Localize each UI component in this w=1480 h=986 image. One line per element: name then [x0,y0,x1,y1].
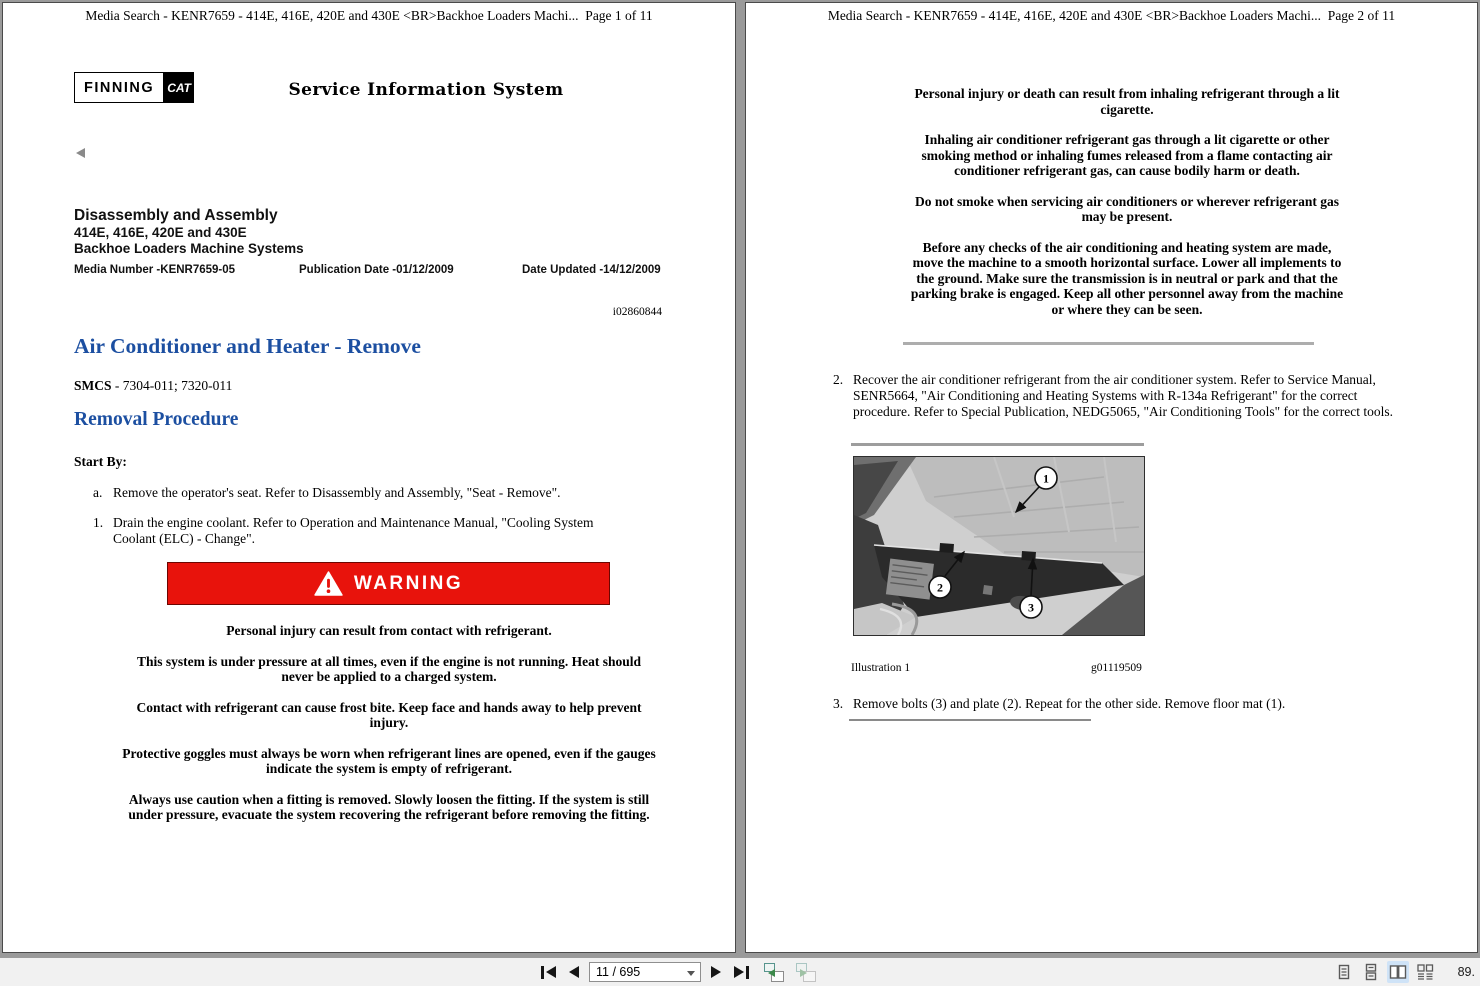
page-navigation [538,958,816,986]
section-title: Air Conditioner and Heater - Remove [74,334,421,358]
illustration-caption [851,662,1251,677]
last-page-icon [734,966,744,978]
zoom-level[interactable]: 89. [1457,965,1475,979]
illustration-label: Illustration 1 [851,662,911,674]
finning-logo-text: FINNING [74,72,164,103]
start-by-label: Start By: [74,454,127,469]
continuous-scroll-icon [1362,963,1380,981]
print-header: Media Search - KENR7659 - 414E, 416E, 420E and 430E <BR>Backhoe Loaders Machi... Page 1 of 11 [85,8,653,23]
page-layout-controls [1333,958,1436,986]
single-page-icon [1335,963,1353,981]
step-2-text: Recover the air conditioner refrigerant from the air conditioner system. Refer to Service Manual, SENR5664, "Air Conditioning and Heating Systems with R-134a Refrigerant" for the correct procedure. Refer to Special Publication, NEDG5065, "Air Conditioning Tools" for the correct tools. [853,372,1393,419]
masthead-title: Service Information System [288,80,564,100]
step-1-text: Drain the engine coolant. Refer to Operation and Maintenance Manual, "Cooling System Coolant (ELC) - Change". [113,515,594,546]
warning-paragraph: Before any checks of the air conditioning and heating system are made, move the machine to a smooth horizontal surface. Lower all implements to the ground. Make sure the transmission is in neutral or park and that the parking brake is engaged. Keep all other personnel away from the machine or where they can be seen. [910,239,1344,317]
chevron-down-icon[interactable] [687,971,695,976]
graphic-id: g01119509 [1091,662,1142,674]
warning-paragraph: Personal injury or death can result from inhaling refrigerant through a lit cigarette. [914,86,1340,117]
collapse-arrow-icon [76,148,85,158]
svg-text:1: 1 [1043,471,1049,486]
pdf-viewer-toolbar [0,957,1480,986]
step-3: 3. Remove bolts (3) and plate (2). Repeat for the other side. Remove floor mat (1). [833,696,1286,711]
warning-paragraph: Always use caution when a fitting is removed. Slowly loosen the fitting. If the system is still under pressure, evacuate the system recovering the refrigerant before removing the fitting. [128,791,650,822]
warning-paragraph: Personal injury can result from contact with refrigerant. [226,623,552,638]
warning-paragraph: Do not smoke when servicing air conditioners or wherever refrigerant gas may be present. [915,193,1339,224]
finning-cat-logo [74,72,194,103]
page-number-input[interactable] [589,962,701,982]
cat-logo: CAT [164,72,194,103]
callout-1 [1035,467,1057,489]
horizontal-rule [903,342,1314,345]
previous-page-button[interactable] [566,963,582,981]
two-page-view-button[interactable] [1387,961,1409,983]
document-page-2 [745,2,1478,953]
previous-page-icon [569,966,579,978]
two-page-icon [1389,963,1407,981]
title-block [74,206,674,278]
first-page-button[interactable] [538,963,559,982]
print-header: Media Search - KENR7659 - 414E, 416E, 420E and 430E <BR>Backhoe Loaders Machi... Page 2 of 11 [827,8,1396,23]
svg-text:3: 3 [1028,600,1034,615]
warning-paragraph: Protective goggles must always be worn when refrigerant lines are opened, even if the gauges indicate the system is empty of refrigerant. [122,745,656,776]
warning-paragraph: Contact with refrigerant can cause frost bite. Keep face and hands away to help prevent injury. [136,699,642,730]
warning-text-block [907,86,1347,332]
horizontal-rule [851,443,1144,446]
callout-3 [1020,596,1042,618]
next-page-button[interactable] [708,963,724,981]
systems-title: Backhoe Loaders Machine Systems [74,241,304,256]
previous-view-icon [768,969,775,977]
step-a: a. Remove the operator's seat. Refer to Disassembly and Assembly, "Seat - Remove". [93,485,561,500]
smcs-label: SMCS [74,378,112,393]
next-view-button[interactable] [795,963,816,982]
step-2: 2. Recover the air conditioner refrigerant from the air conditioner system. Refer to Service Manual, SENR5664, "Air Conditioning and Heating Systems with R-134a Refrigerant" for the correct procedure. Refer to Special Publication, NEDG5065, "Air Conditioning Tools" for the correct tools. [833,372,1401,420]
warning-triangle-icon [314,571,343,596]
warning-text-block [121,623,657,838]
warning-paragraph: This system is under pressure at all times, even if the engine is not running. Heat should never be applied to a charged system. [136,653,642,684]
step-3-text: Remove bolts (3) and plate (2). Repeat for the other side. Remove floor mat (1). [853,696,1286,711]
subsection-title: Removal Procedure [74,409,239,430]
two-page-scroll-view-button[interactable] [1414,961,1436,983]
first-page-icon [541,966,544,979]
warning-paragraph: Inhaling air conditioner refrigerant gas through a lit cigarette or other smoking method or inhaling fumes released from a flame contacting air conditioner refrigerant gas, can cause bodily harm or death. [921,132,1333,178]
date-updated: Date Updated -14/12/2009 [522,264,661,276]
previous-view-button[interactable] [763,963,784,982]
warning-banner [167,562,610,605]
single-page-view-button[interactable] [1333,961,1355,983]
illustration-photo [853,456,1145,636]
media-number: Media Number -KENR7659-05 [74,264,236,276]
document-page-1 [2,2,736,953]
smcs-line [74,378,232,394]
continuous-scroll-view-button[interactable] [1360,961,1382,983]
last-page-button[interactable] [731,963,752,982]
two-page-scroll-icon [1416,963,1434,981]
horizontal-rule [849,719,1091,721]
step-a-text: Remove the operator's seat. Refer to Disassembly and Assembly, "Seat - Remove". [113,485,561,500]
publication-date: Publication Date -01/12/2009 [299,264,454,276]
callout-2 [929,576,951,598]
warning-banner-label: WARNING [353,572,464,594]
step-1: 1. Drain the engine coolant. Refer to Operation and Maintenance Manual, "Cooling System Coolant (ELC) - Change". [93,515,638,547]
model-list: 414E, 416E, 420E and 430E [74,225,247,240]
next-view-icon [800,969,807,977]
manual-title: Disassembly and Assembly [74,207,278,224]
machine-photo-graphic [854,457,1144,635]
smcs-codes: - 7304-011; 7320-011 [111,378,233,393]
document-id: i02860844 [612,306,662,318]
svg-text:2: 2 [937,580,943,595]
next-page-icon [711,966,721,978]
page-number-combo [589,962,701,982]
